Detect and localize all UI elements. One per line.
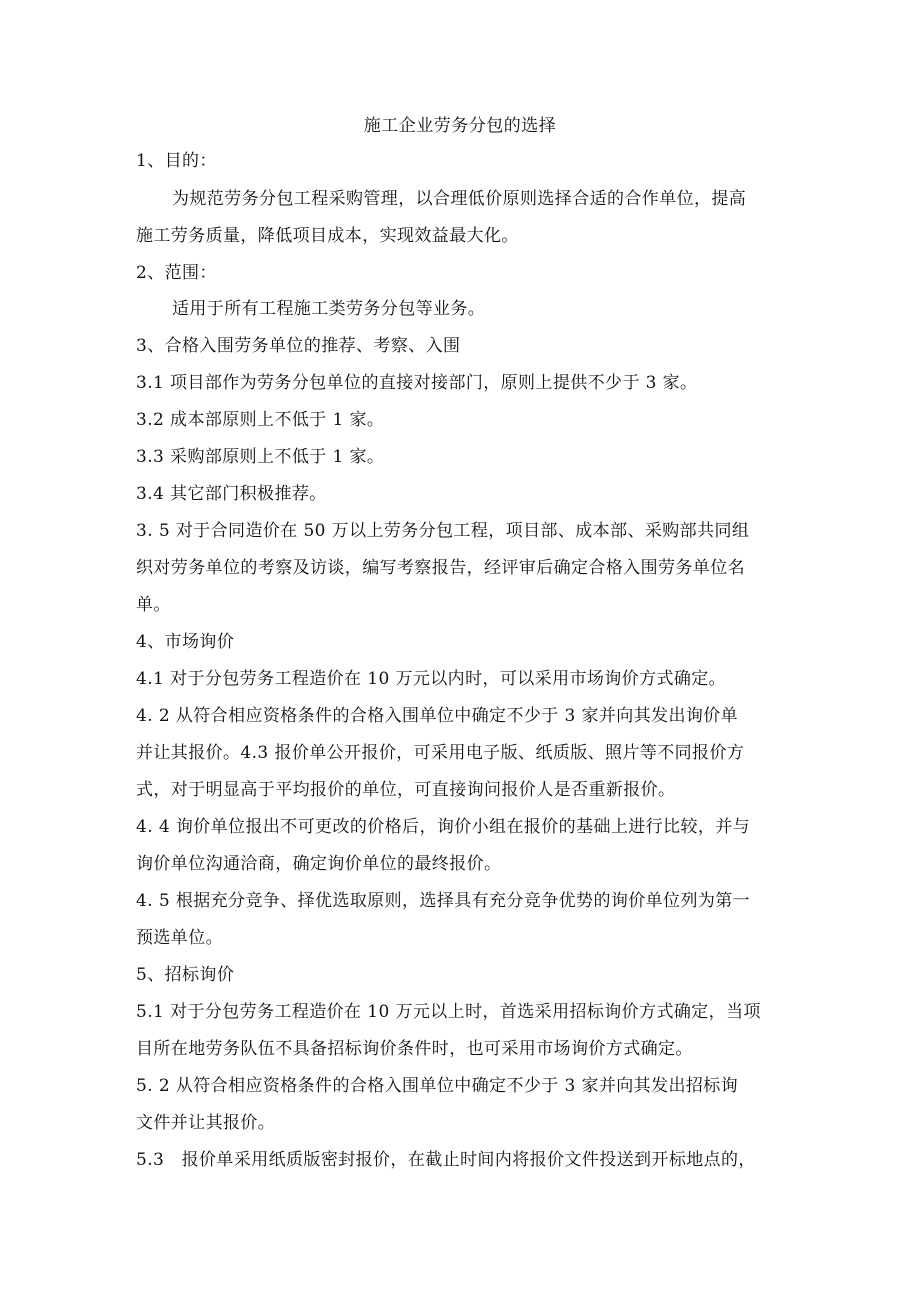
paragraph-line: 3.3 采购部原则上不低于 1 家。 xyxy=(136,447,385,467)
paragraph-line: 4.1 对于分包劳务工程造价在 10 万元以内时，可以采用市场询价方式确定。 xyxy=(136,669,727,689)
paragraph-line: 为规范劳务分包工程采购管理，以合理低价原则选择合适的合作单位，提高 xyxy=(172,189,747,209)
section-heading-3: 3、合格入围劳务单位的推荐、考察、入围 xyxy=(136,336,461,356)
paragraph-line: 目所在地劳务队伍不具备招标询价条件时，也可采用市场询价方式确定。 xyxy=(136,1039,693,1059)
paragraph-line: 5.3 报价单采用纸质版密封报价，在截止时间内将报价文件投送到开标地点的， xyxy=(136,1150,756,1170)
paragraph-line: 并让其报价。4.3 报价单公开报价，可采用电子版、纸质版、照片等不同报价方 xyxy=(136,743,745,763)
paragraph-line: 询价单位沟通洽商，确定询价单位的最终报价。 xyxy=(136,854,502,874)
paragraph-line: 单。 xyxy=(136,595,171,615)
paragraph-line: 适用于所有工程施工类劳务分包等业务。 xyxy=(172,299,486,319)
paragraph-line: 4. 2 从符合相应资格条件的合格入围单位中确定不少于 3 家并向其发出询价单 xyxy=(136,706,739,726)
paragraph-line: 3.2 成本部原则上不低于 1 家。 xyxy=(136,410,385,430)
section-heading-2: 2、范围： xyxy=(136,263,217,283)
section-heading-5: 5、招标询价 xyxy=(136,965,235,985)
section-heading-4: 4、市场询价 xyxy=(136,632,235,652)
document-title: 施工企业劳务分包的选择 xyxy=(363,116,557,136)
paragraph-line: 4. 5 根据充分竞争、择优选取原则，选择具有充分竞争优势的询价单位列为第一 xyxy=(136,891,751,911)
paragraph-line: 式，对于明显高于平均报价的单位，可直接询问报价人是否重新报价。 xyxy=(136,780,676,800)
paragraph-line: 文件并让其报价。 xyxy=(136,1113,276,1133)
paragraph-line: 预选单位。 xyxy=(136,928,223,948)
paragraph-line: 5. 2 从符合相应资格条件的合格入围单位中确定不少于 3 家并向其发出招标询 xyxy=(136,1076,739,1096)
paragraph-line: 3.1 项目部作为劳务分包单位的直接对接部门，原则上提供不少于 3 家。 xyxy=(136,373,698,393)
section-heading-1: 1、目的： xyxy=(136,151,217,171)
paragraph-line: 3.4 其它部门积极推荐。 xyxy=(136,484,327,504)
paragraph-line: 3. 5 对于合同造价在 50 万以上劳务分包工程，项目部、成本部、采购部共同组 xyxy=(136,521,750,541)
paragraph-line: 5.1 对于分包劳务工程造价在 10 万元以上时，首选采用招标询价方式确定，当项 xyxy=(136,1002,761,1022)
paragraph-line: 施工劳务质量，降低项目成本，实现效益最大化。 xyxy=(136,226,519,246)
paragraph-line: 4. 4 询价单位报出不可更改的价格后，询价小组在报价的基础上进行比较，并与 xyxy=(136,817,751,837)
paragraph-line: 织对劳务单位的考察及访谈，编写考察报告，经评审后确定合格入围劳务单位名 xyxy=(136,558,745,578)
